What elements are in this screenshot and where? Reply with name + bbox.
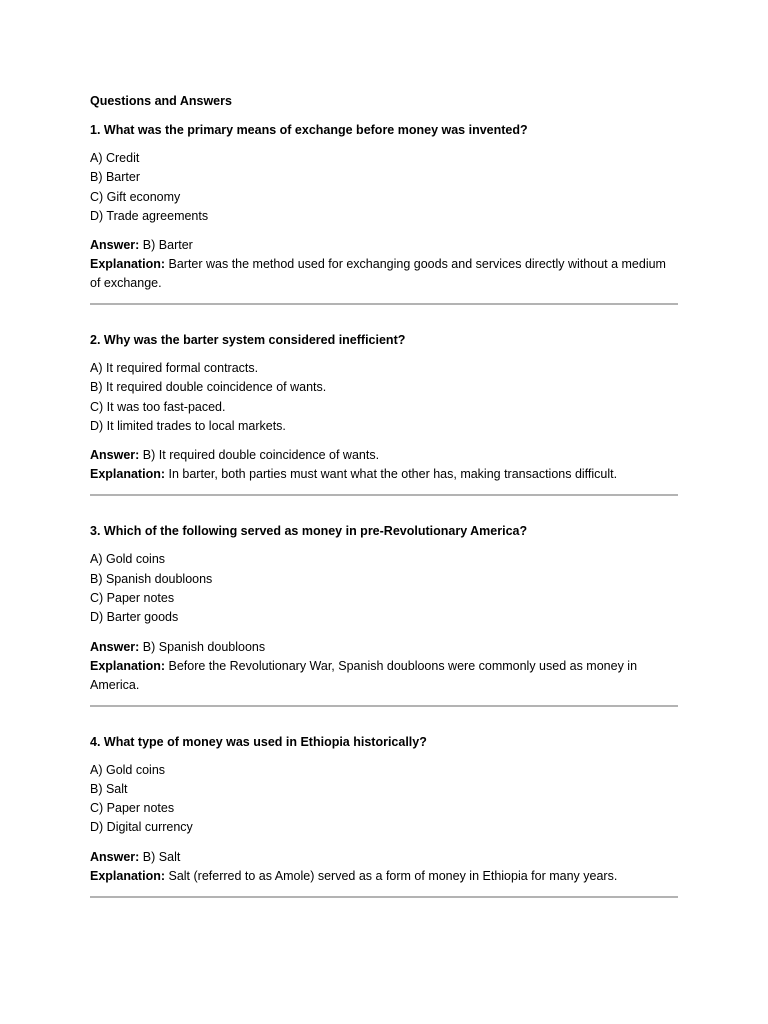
- answer-value: B) Barter: [139, 238, 193, 253]
- answer-line: [90, 638, 678, 657]
- answer-value: B) Salt: [139, 849, 181, 864]
- explanation-label: Explanation:: [90, 868, 166, 883]
- answer-line: [90, 848, 678, 867]
- answer-line: [90, 446, 678, 465]
- explanation-line: [90, 255, 678, 293]
- answer-line: [90, 236, 678, 255]
- section-divider: [90, 494, 678, 496]
- option-b: B) It required double coincidence of wants.: [90, 380, 327, 395]
- options-list: [90, 359, 678, 436]
- explanation-line: [90, 465, 678, 484]
- answer-label: Answer:: [90, 849, 140, 864]
- option-b: B) Barter: [90, 170, 141, 185]
- explanation-label: Explanation:: [90, 658, 166, 673]
- answer-value: B) It required double coincidence of wants.: [139, 448, 380, 463]
- options-list: [90, 550, 678, 627]
- option-a: A) Credit: [90, 151, 140, 165]
- explanation-label: Explanation:: [90, 467, 166, 482]
- option-a: A) It required formal contracts.: [90, 361, 259, 376]
- question-text: 1. What was the primary means of exchange before money was invented?: [90, 123, 528, 137]
- explanation-value: In barter, both parties must want what the other has, making transactions difficult.: [165, 467, 618, 482]
- option-d: D) It limited trades to local markets.: [90, 419, 286, 434]
- question-block-4: [90, 733, 678, 898]
- explanation-line: [90, 867, 678, 886]
- option-c: C) Paper notes: [90, 590, 175, 605]
- option-a: A) Gold coins: [90, 552, 166, 567]
- explanation-label: Explanation:: [90, 257, 166, 272]
- section-divider: [90, 896, 678, 898]
- option-c: C) It was too fast-paced.: [90, 399, 226, 414]
- question-text: 3. Which of the following served as money in pre-Revolutionary America?: [90, 524, 528, 539]
- answer-value: B) Spanish doubloons: [139, 639, 266, 654]
- answer-label: Answer:: [90, 238, 140, 253]
- document-page: [90, 92, 678, 924]
- question-block-2: [90, 331, 678, 496]
- question-block-3: [90, 522, 678, 706]
- explanation-line: [90, 657, 678, 695]
- question-text: 4. What type of money was used in Ethiopia historically?: [90, 734, 427, 749]
- section-divider: [90, 303, 678, 305]
- question-text: 2. Why was the barter system considered inefficient?: [90, 333, 406, 348]
- option-d: D) Trade agreements: [90, 208, 209, 223]
- options-list: [90, 761, 678, 838]
- option-b: B) Spanish doubloons: [90, 571, 213, 586]
- option-a: A) Gold coins: [90, 762, 166, 777]
- explanation-value: Before the Revolutionary War, Spanish doubloons were commonly used as money in America.: [90, 658, 638, 692]
- answer-label: Answer:: [90, 448, 140, 463]
- option-d: D) Barter goods: [90, 610, 179, 625]
- document-title: Questions and Answers: [90, 94, 232, 108]
- option-b: B) Salt: [90, 781, 128, 796]
- explanation-value: Barter was the method used for exchanging goods and services directly without a medium of exchange.: [90, 257, 666, 291]
- explanation-value: Salt (referred to as Amole) served as a form of money in Ethiopia for many years.: [165, 868, 618, 883]
- option-c: C) Paper notes: [90, 801, 175, 816]
- answer-label: Answer:: [90, 639, 140, 654]
- option-d: D) Digital currency: [90, 820, 193, 835]
- option-c: C) Gift economy: [90, 189, 181, 204]
- section-divider: [90, 705, 678, 707]
- options-list: [90, 149, 678, 226]
- question-block-1: [90, 121, 678, 305]
